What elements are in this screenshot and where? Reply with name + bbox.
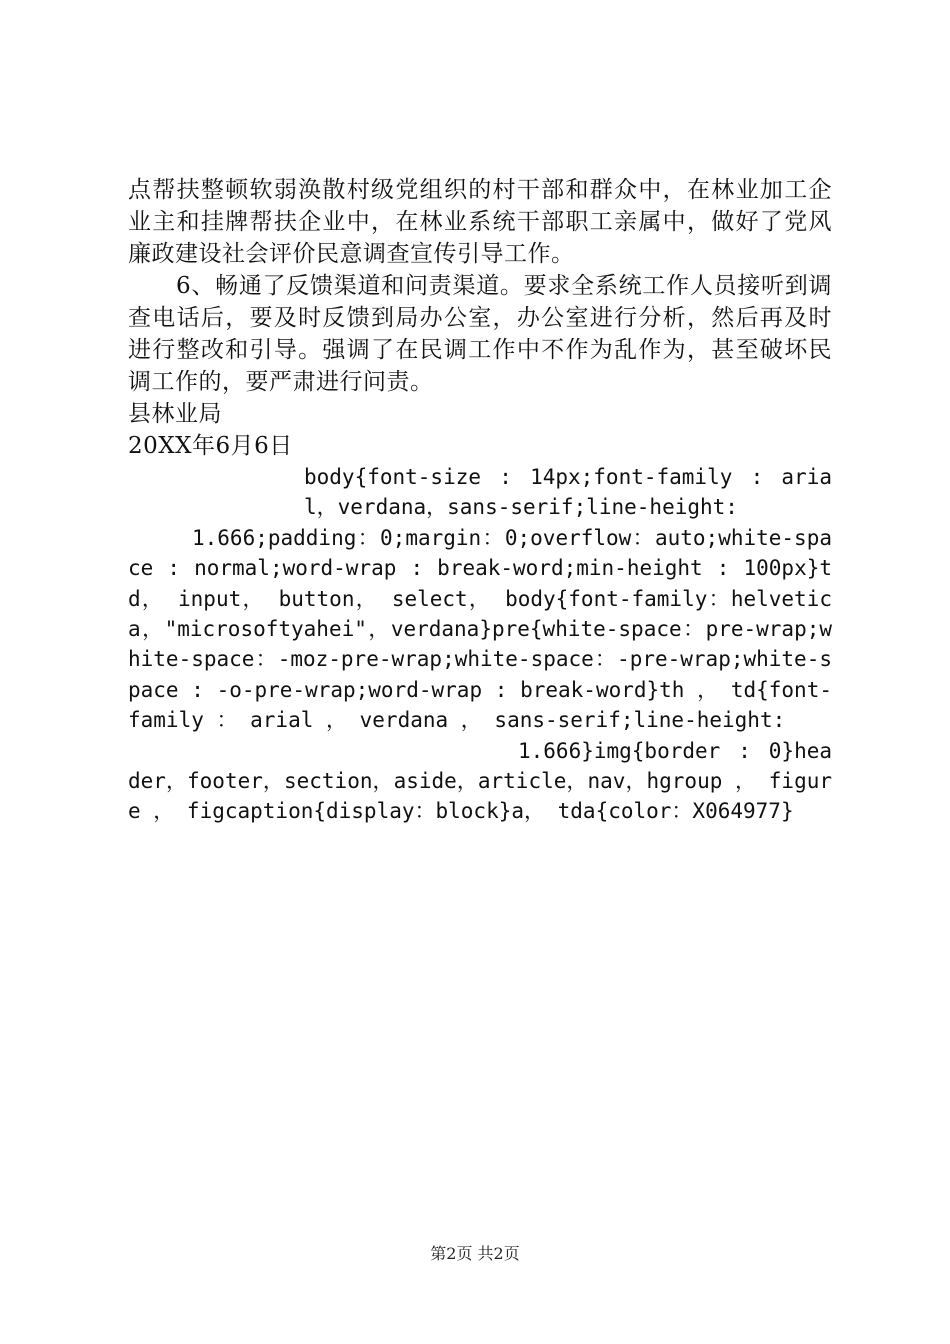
- paragraph-continued: 点帮扶整顿软弱涣散村级党组织的村干部和群众中，在林业加工企业主和挂牌帮扶企业中，在林业系统干部职工亲属中，做好了党风廉政建设社会评价民意调查宣传引导工作。: [128, 177, 832, 267]
- css-text-lead: body{font-size : 14px;font-family : arial，verdana，sans-serif;line-height:: [304, 465, 832, 520]
- css-text-mid: 1.666;padding：0;margin：0;overflow：auto;white-space : normal;word-wrap : break-word;min-height : 100px}td， input， button， select， body{font-family：helvetica，"microsoftyahei"，verdana}pre{white-space：pre-wrap;white-space：-moz-pre-wrap;white-space：-pre-wrap;white-space : -o-pre-wrap;word-wrap : break-word}th ， td{font-family ： arial ， verdana ， sans-serif;line-height:: [128, 525, 832, 733]
- document-body: [128, 174, 832, 827]
- stray-css-text: [128, 462, 832, 827]
- css-text-tail: 1.666}img{border : 0}header，footer，section，aside，article，nav，hgroup ， figure ， figcaption{display：block}a， tda{color：X064977}: [128, 738, 832, 824]
- page-footer: 第2页 共2页: [430, 1244, 520, 1263]
- signature-org: 县林业局: [128, 401, 222, 427]
- signature-date: 20XX年6月6日: [128, 433, 293, 459]
- paragraph-6: 6、畅通了反馈渠道和问责渠道。要求全系统工作人员接听到调查电话后，要及时反馈到局办公室，办公室进行分析，然后再及时进行整改和引导。强调了在民调工作中不作为乱作为，甚至破坏民调工作的，要严肃进行问责。: [128, 273, 832, 395]
